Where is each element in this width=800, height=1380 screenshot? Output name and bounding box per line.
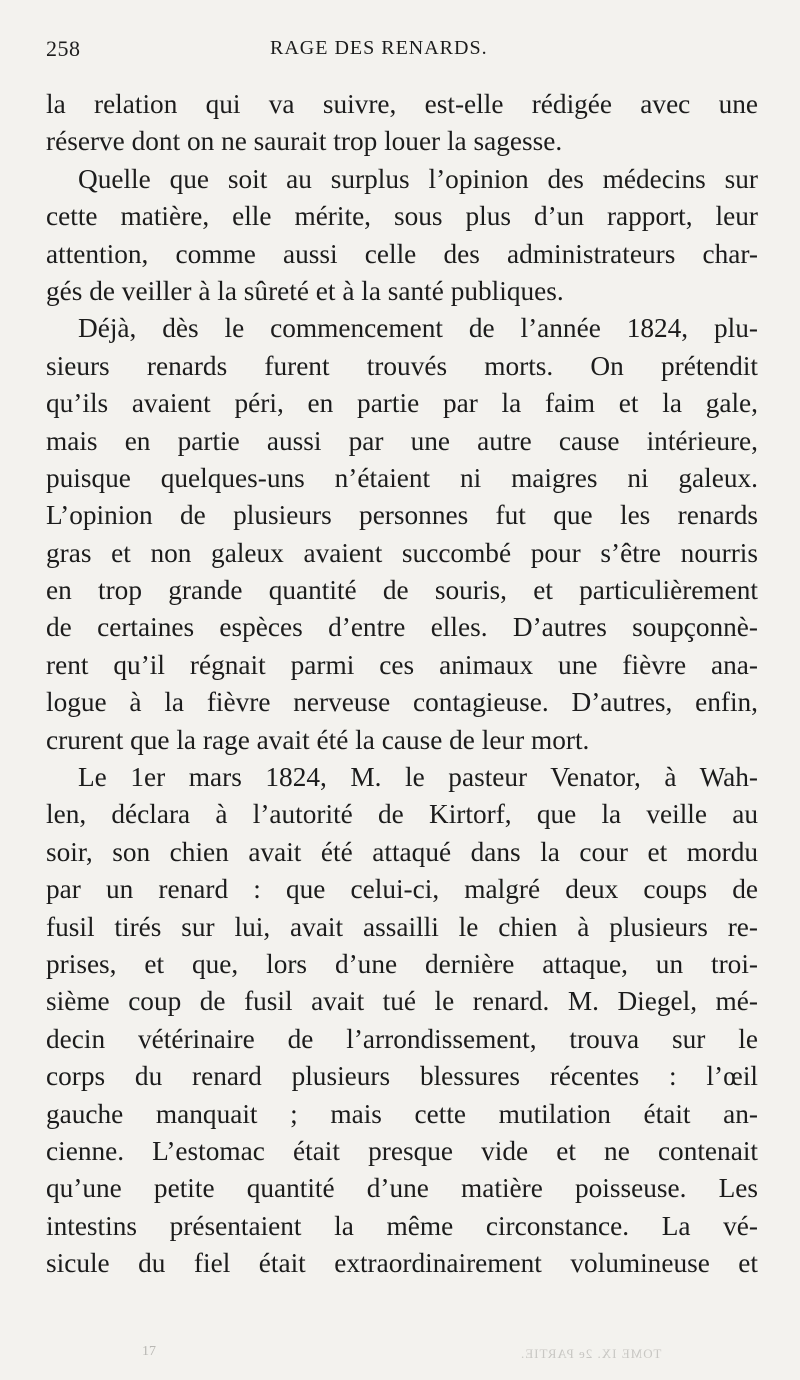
text-line: Le 1er mars 1824, M. le pasteur Venator, à Wah- xyxy=(78,762,758,793)
text-line: sieurs renards furent trouvés morts. On prétendit xyxy=(46,350,758,381)
running-head: RAGE DES RENARDS. xyxy=(270,37,488,59)
page-header xyxy=(0,36,800,70)
text-line: gras et non galeux avaient succombé pour s’être nourris xyxy=(46,537,758,568)
text-line: en trop grande quantité de souris, et particulièrement xyxy=(46,575,758,606)
text-line: qu’ils avaient péri, en partie par la faim et la gale, xyxy=(46,388,758,419)
text-line: mais en partie aussi par une autre cause intérieure, xyxy=(46,425,758,456)
text-line: par un renard : que celui-ci, malgré deux coups de xyxy=(46,874,758,905)
text-line: logue à la fièvre nerveuse contagieuse. D’autres, enfin, xyxy=(46,687,758,718)
text-line: intestins présentaient la même circonstance. La vé- xyxy=(46,1210,758,1241)
text-line: len, déclara à l’autorité de Kirtorf, que la veille au xyxy=(46,799,758,830)
text-line: attention, comme aussi celle des administrateurs char- xyxy=(46,238,758,269)
text-line: fusil tirés sur lui, avait assailli le chien à plusieurs re- xyxy=(46,911,758,942)
text-line: rent qu’il régnait parmi ces animaux une fièvre ana- xyxy=(46,649,758,680)
page-footer xyxy=(0,1340,800,1370)
body-text xyxy=(46,86,758,1283)
text-line: qu’une petite quantité d’une matière poisseuse. Les xyxy=(46,1173,758,1204)
text-line: réserve dont on ne saurait trop louer la sagesse. xyxy=(46,126,563,157)
text-line: la relation qui va suivre, est-elle rédigée avec une xyxy=(46,89,758,119)
text-line: soir, son chien avait été attaqué dans la cour et mordu xyxy=(46,836,758,867)
text-line: sième coup de fusil avait tué le renard. M. Diegel, mé- xyxy=(46,986,758,1017)
text-line: de certaines espèces d’entre elles. D’autres soupçonnè- xyxy=(46,612,758,643)
text-line: sicule du fiel était extraordinairement volumineuse et xyxy=(46,1248,758,1279)
text-line: Déjà, dès le commencement de l’année 1824, plu- xyxy=(78,313,758,344)
text-line: cienne. L’estomac était presque vide et ne contenait xyxy=(46,1135,758,1166)
bleed-through-text: TOME IX. 2e PARTIE. xyxy=(520,1346,662,1361)
page-number: 258 xyxy=(46,36,81,61)
text-line: corps du renard plusieurs blessures récentes : l’œil xyxy=(46,1061,758,1092)
text-line: gés de veiller à la sûreté et à la santé publiques. xyxy=(46,275,564,306)
text-line: L’opinion de plusieurs personnes fut que les renards xyxy=(46,500,758,531)
text-line: decin vétérinaire de l’arrondissement, trouva sur le xyxy=(46,1023,758,1054)
text-line: puisque quelques-uns n’étaient ni maigres ni galeux. xyxy=(46,462,758,493)
text-line: prises, et que, lors d’une dernière attaque, un troi- xyxy=(46,948,758,979)
text-line: Quelle que soit au surplus l’opinion des médecins sur xyxy=(78,163,758,194)
signature-mark: 17 xyxy=(142,1344,156,1359)
text-line: gauche manquait ; mais cette mutilation était an- xyxy=(46,1098,758,1129)
text-line: crurent que la rage avait été la cause de leur mort. xyxy=(46,724,590,755)
text-line: cette matière, elle mérite, sous plus d’un rapport, leur xyxy=(46,201,758,232)
